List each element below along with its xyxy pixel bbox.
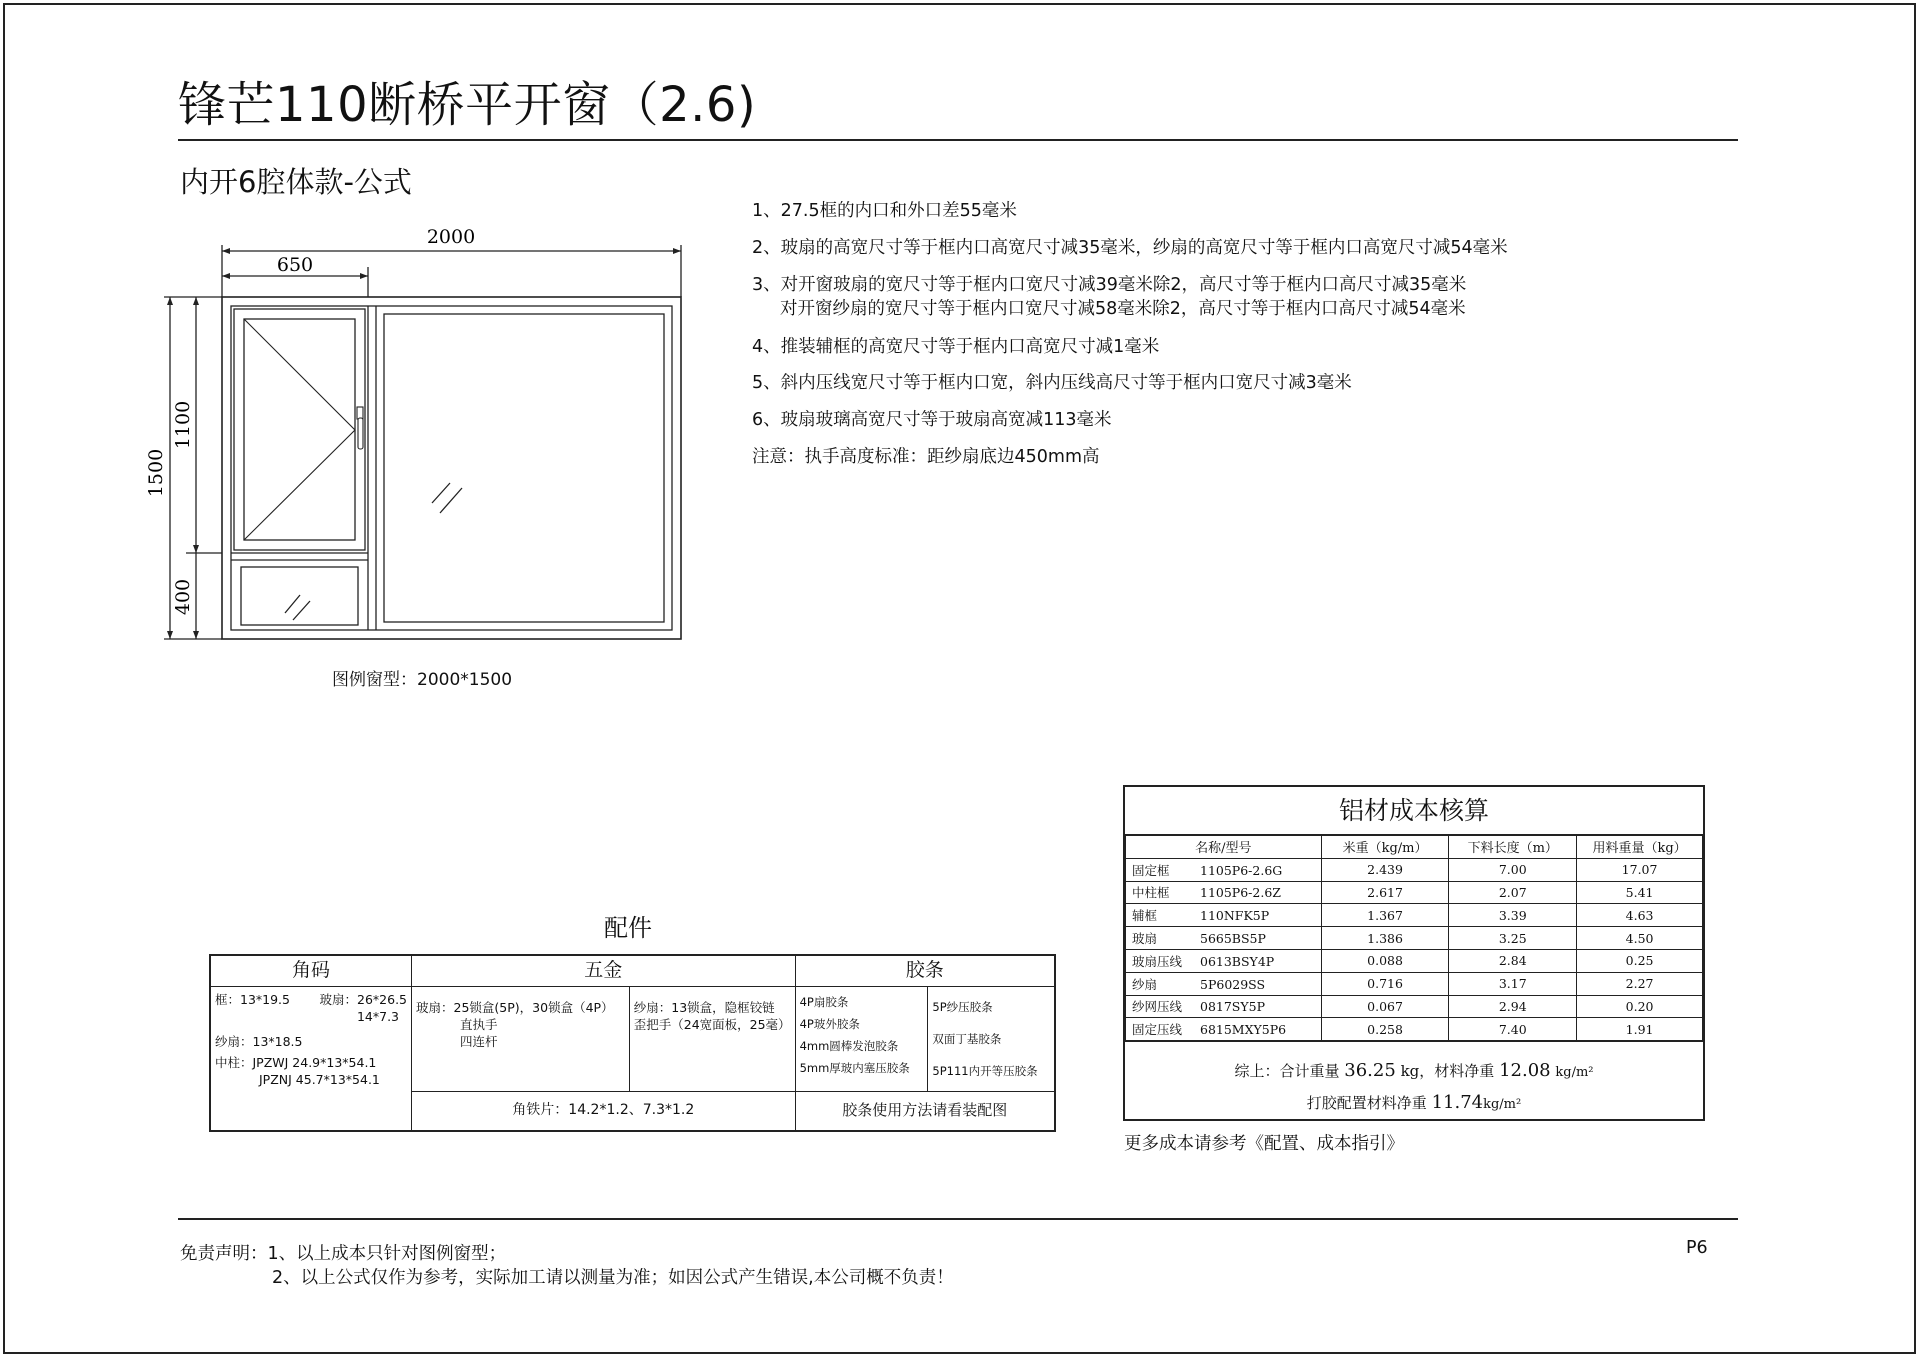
row-model: 0817SY5P xyxy=(1200,999,1265,1015)
row-name: 纱扇 xyxy=(1132,976,1158,992)
strips-left-cell xyxy=(795,986,928,1091)
row-name: 玻扇 xyxy=(1132,931,1158,947)
cost-header-total: 用料重量（kg） xyxy=(1577,836,1703,859)
row-total: 2.27 xyxy=(1577,972,1703,995)
strips-usage: 胶条使用方法请看装配图 xyxy=(795,1091,1055,1131)
footer-rule xyxy=(178,1218,1738,1220)
note-attention: 注意：执手高度标准：距纱扇底边450mm高 xyxy=(752,447,1100,467)
table-row xyxy=(1126,927,1703,950)
strip-item: 双面丁基胶条 xyxy=(932,1031,1002,1046)
row-model: 5665BS5P xyxy=(1200,931,1266,947)
disclaimer-2: 2、以上公式仅作为参考，实际加工请以测量为准；如因公式产生错误,本公司概不负责！ xyxy=(272,1268,954,1288)
row-weight: 0.258 xyxy=(1321,1018,1449,1041)
cost-table xyxy=(1125,835,1703,1041)
table-row xyxy=(1126,881,1703,904)
row-length: 3.25 xyxy=(1449,927,1577,950)
hardware-glass-2: 直执手 xyxy=(460,1016,498,1032)
cost-header-weight: 米重（kg/m） xyxy=(1321,836,1449,859)
strip-item: 4P玻外胶条 xyxy=(799,1016,860,1031)
row-name: 固定框 xyxy=(1132,862,1170,878)
window-drawing xyxy=(140,215,700,655)
parts-header-hardware: 五金 xyxy=(412,955,796,986)
corner-screen: 纱扇：13*18.5 xyxy=(215,1033,303,1049)
dim-upper-height: 1100 xyxy=(172,400,194,450)
summary-unit-kg: kg，材料净重 xyxy=(1400,1062,1495,1081)
table-row xyxy=(1126,858,1703,881)
note-5: 5、斜内压线宽尺寸等于框内口宽，斜内压线高尺寸等于框内口宽尺寸减3毫米 xyxy=(752,373,1352,393)
hardware-glass-3: 四连杆 xyxy=(460,1033,498,1049)
summary-glue-net: 11.74 xyxy=(1431,1092,1484,1114)
corner-glass-label: 玻扇： xyxy=(319,991,358,1007)
row-total: 1.91 xyxy=(1577,1018,1703,1041)
row-total: 17.07 xyxy=(1577,858,1703,881)
outer-frame xyxy=(222,297,681,639)
sash-glass xyxy=(244,319,355,540)
row-length: 3.39 xyxy=(1449,904,1577,927)
sash-opening-lines xyxy=(244,319,355,540)
corner-mullion-2: JPZNJ 45.7*13*54.1 xyxy=(259,1071,380,1087)
corner-glass-1: 26*26.5 xyxy=(357,991,408,1007)
table-row xyxy=(1126,972,1703,995)
corner-glass-2: 14*7.3 xyxy=(356,1008,400,1024)
summary-glue-unit: kg/m² xyxy=(1483,1097,1522,1113)
row-length: 7.00 xyxy=(1449,858,1577,881)
row-name: 固定压线 xyxy=(1132,1022,1183,1038)
row-length: 7.40 xyxy=(1449,1018,1577,1041)
inner-frame xyxy=(231,306,672,630)
note-2: 2、玻扇的高宽尺寸等于框内口高宽尺寸减35毫米，纱扇的高宽尺寸等于框内口高宽尺寸减54毫米 xyxy=(752,238,1508,258)
row-model: 1105P6-2.6Z xyxy=(1200,885,1281,901)
row-weight: 1.367 xyxy=(1321,904,1449,927)
row-total: 5.41 xyxy=(1577,881,1703,904)
table-row xyxy=(1126,995,1703,1018)
row-length: 2.94 xyxy=(1449,995,1577,1018)
row-weight: 0.716 xyxy=(1321,972,1449,995)
summary-total-weight: 36.25 xyxy=(1344,1060,1396,1082)
strips-right-cell xyxy=(928,986,1055,1091)
row-weight: 0.067 xyxy=(1321,995,1449,1018)
note-6: 6、玻扇玻璃高宽尺寸等于玻扇高宽减113毫米 xyxy=(752,410,1112,430)
row-name: 辅框 xyxy=(1132,908,1158,924)
handle-icon xyxy=(357,407,363,449)
hardware-corner-strip: 角铁片：14.2*1.2、7.3*1.2 xyxy=(412,1091,796,1131)
row-model: 6815MXY5P6 xyxy=(1200,1022,1287,1038)
summary-net: 12.08 xyxy=(1499,1060,1551,1082)
strip-item: 4P扇胶条 xyxy=(799,994,849,1009)
parts-header-corner: 角码 xyxy=(210,955,412,986)
row-weight: 0.088 xyxy=(1321,949,1449,972)
header-rule xyxy=(178,139,1738,141)
page-title: 锋芒110断桥平开窗（2.6) xyxy=(178,77,757,133)
page-number: P6 xyxy=(1686,1238,1708,1258)
cost-header-name: 名称/型号 xyxy=(1126,836,1322,859)
row-name: 玻扇压线 xyxy=(1132,953,1183,969)
row-model: 110NFK5P xyxy=(1200,908,1270,924)
row-total: 0.25 xyxy=(1577,949,1703,972)
hardware-screen-1: 纱扇：13锁盒，隐框铰链 xyxy=(633,999,775,1015)
cost-header-length: 下料长度（m） xyxy=(1449,836,1577,859)
note-4: 4、推装辅框的高宽尺寸等于框内口高宽尺寸减1毫米 xyxy=(752,337,1160,357)
sash-frame xyxy=(234,309,365,550)
strip-item: 5P纱压胶条 xyxy=(932,999,993,1014)
row-total: 0.20 xyxy=(1577,995,1703,1018)
note-1: 1、27.5框的内口和外口差55毫米 xyxy=(752,201,1017,221)
row-total: 4.50 xyxy=(1577,927,1703,950)
hardware-glass-1: 玻扇：25锁盒(5P)，30锁盒（4P） xyxy=(416,999,614,1015)
row-name: 中柱框 xyxy=(1132,885,1170,901)
cost-summary xyxy=(1125,1041,1703,1120)
row-total: 4.63 xyxy=(1577,904,1703,927)
hardware-screen-2: 歪把手（24宽面板，25毫） xyxy=(633,1016,791,1032)
dim-lower-height: 400 xyxy=(172,578,194,616)
table-row xyxy=(1126,1018,1703,1041)
more-cost-link: 更多成本请参考《配置、成本指引》 xyxy=(1124,1134,1404,1154)
dim-total-height: 1500 xyxy=(145,448,167,498)
drawing-caption: 图例窗型：2000*1500 xyxy=(332,670,513,690)
dim-sash-width: 650 xyxy=(276,254,314,276)
right-fixed-glass xyxy=(384,314,664,622)
corner-frame: 框：13*19.5 xyxy=(215,991,290,1007)
strip-item: 4mm圆棒发泡胶条 xyxy=(799,1038,899,1053)
summary-glue-label: 打胶配置材料净重 xyxy=(1306,1094,1427,1113)
row-name: 纱网压线 xyxy=(1132,999,1183,1015)
row-length: 2.84 xyxy=(1449,949,1577,972)
note-3b: 对开窗纱扇的宽尺寸等于框内口宽尺寸减58毫米除2，高尺寸等于框内口高尺寸减54毫米 xyxy=(780,299,1466,319)
row-model: 1105P6-2.6G xyxy=(1200,862,1283,878)
parts-title: 配件 xyxy=(604,914,652,942)
summary-prefix: 综上：合计重量 xyxy=(1234,1062,1340,1081)
strip-item: 5P111内开等压胶条 xyxy=(932,1063,1038,1078)
row-weight: 1.386 xyxy=(1321,927,1449,950)
row-model: 0613BSY4P xyxy=(1200,953,1275,969)
table-row xyxy=(1126,904,1703,927)
disclaimer-1: 免责声明：1、以上成本只针对图例窗型； xyxy=(180,1244,507,1264)
row-weight: 2.439 xyxy=(1321,858,1449,881)
page-subtitle: 内开6腔体款-公式 xyxy=(180,165,412,199)
row-weight: 2.617 xyxy=(1321,881,1449,904)
strip-item: 5mm厚玻内塞压胶条 xyxy=(799,1060,910,1075)
parts-table xyxy=(209,954,1056,1132)
hardware-screen-cell xyxy=(629,986,795,1091)
dim-total-width: 2000 xyxy=(426,226,476,248)
corner-mullion-1: 中柱：JPZWJ 24.9*13*54.1 xyxy=(215,1054,377,1070)
row-model: 5P6029SS xyxy=(1200,976,1266,992)
table-row xyxy=(1126,949,1703,972)
row-length: 2.07 xyxy=(1449,881,1577,904)
cost-title: 铝材成本核算 xyxy=(1125,787,1703,835)
cost-panel xyxy=(1123,785,1705,1121)
row-length: 3.17 xyxy=(1449,972,1577,995)
corner-cell xyxy=(210,986,412,1131)
summary-unit-m2: kg/m² xyxy=(1555,1065,1594,1081)
parts-header-strips: 胶条 xyxy=(795,955,1055,986)
note-3: 3、对开窗玻扇的宽尺寸等于框内口宽尺寸减39毫米除2，高尺寸等于框内口高尺寸减35毫米 xyxy=(752,275,1467,295)
hardware-glass-cell xyxy=(412,986,630,1091)
